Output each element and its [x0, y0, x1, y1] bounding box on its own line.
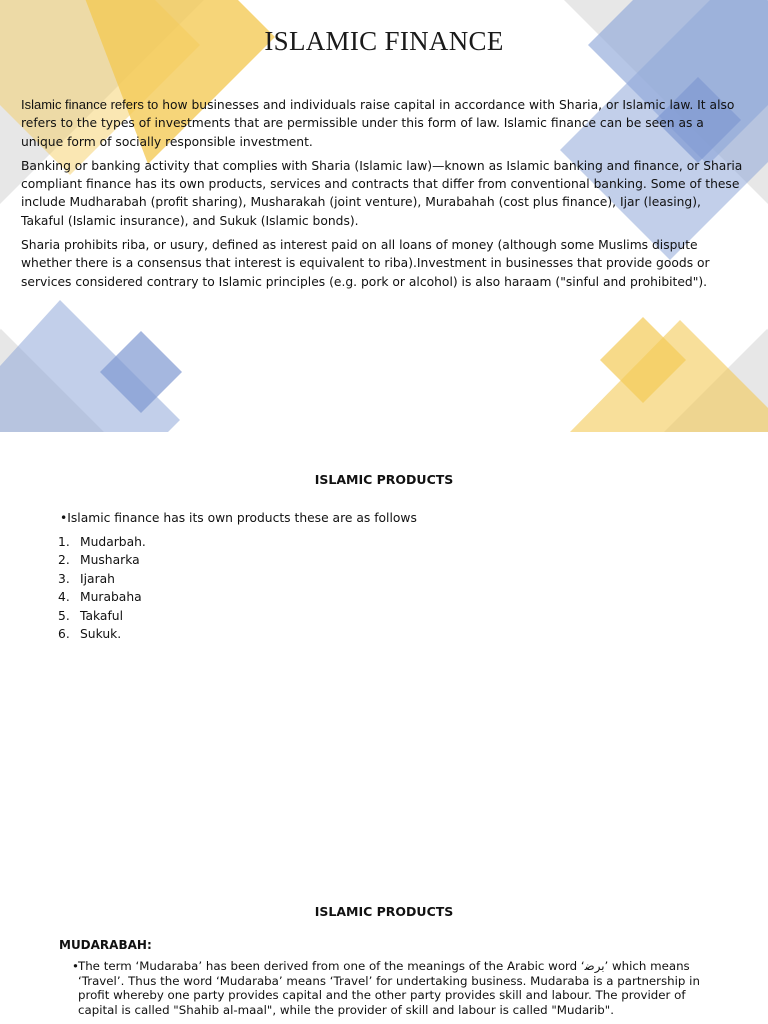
bullet-text: The term ‘Mudaraba’ has been derived from one of the meanings of the Arabic word ‘ﺑﺮﺿ’ which means ‘Travel’. Thus the word ‘Mudaraba’ means ‘Travel’ for undertaking business. Mudaraba is a partnership in profit whereby one party provides capital and the other party provides skill and labour. The provider of capital is called "Shahib al-maal", while the provider of skill and labour is called "Mudarib". — [78, 959, 700, 1017]
list-item — [58, 625, 146, 643]
title-slide — [0, 0, 768, 432]
paragraph-rest: how businesses and individuals raise capital in accordance with Sharia, or Islamic law. It also refers to the types of investments that are permissible under this form of law. Islamic finance can be seen as a unique form of socially responsible investment. — [21, 98, 735, 149]
slide-title: ISLAMIC FINANCE — [264, 26, 504, 56]
paragraph-definition — [21, 96, 747, 151]
paragraph-riba: Sharia prohibits riba, or usury, defined as interest paid on all loans of money (although some Muslims dispute whether there is a consensus that interest is equivalent to riba).Investment in businesses that provide goods or services considered contrary to Islamic principles (e.g. pork or alcohol) is also haraam ("sinful and prohibited"). — [21, 238, 710, 289]
item-label: Takaful — [80, 608, 123, 623]
section-title: ISLAMIC PRODUCTS — [314, 472, 454, 487]
intro-text: •Islamic finance has its own products these are as follows — [60, 511, 417, 525]
products-list — [58, 533, 146, 643]
paragraph-banking: Banking or banking activity that complies with Sharia (Islamic law)—known as Islamic banking and finance, or Sharia compliant finance has its own products, services and contracts that differ from conventional banking. Some of these include Mudharabah (profit sharing), Musharakah (joint venture), Murabahah (cost plus finance), Ijar (leasing), Takaful (Islamic insurance), and Sukuk (Islamic bonds). — [21, 158, 743, 228]
list-item — [58, 588, 146, 606]
item-label: Ijarah — [80, 571, 115, 586]
item-number: 4. — [58, 590, 70, 605]
item-number: 6. — [58, 627, 70, 642]
list-item — [58, 607, 146, 625]
item-label: Musharka — [80, 553, 140, 568]
bullet-marker: • — [72, 959, 79, 973]
list-item — [58, 533, 146, 551]
item-number: 5. — [58, 608, 70, 623]
subheading: MUDARABAH: — [59, 938, 152, 952]
item-label: Murabaha — [80, 590, 142, 605]
item-number: 2. — [58, 553, 70, 568]
item-label: Sukuk. — [80, 627, 122, 642]
bullet-paragraph — [58, 959, 710, 1017]
item-number: 3. — [58, 571, 70, 586]
section-title: ISLAMIC PRODUCTS — [314, 904, 454, 919]
list-item — [58, 570, 146, 588]
item-number: 1. — [58, 535, 70, 549]
list-item — [58, 551, 146, 569]
slide-body — [21, 96, 747, 297]
paragraph-lead: Islamic finance refers to — [21, 97, 159, 112]
item-label: Mudarbah. — [80, 535, 146, 549]
products-slide — [0, 432, 768, 852]
mudarabah-slide — [0, 852, 768, 1024]
